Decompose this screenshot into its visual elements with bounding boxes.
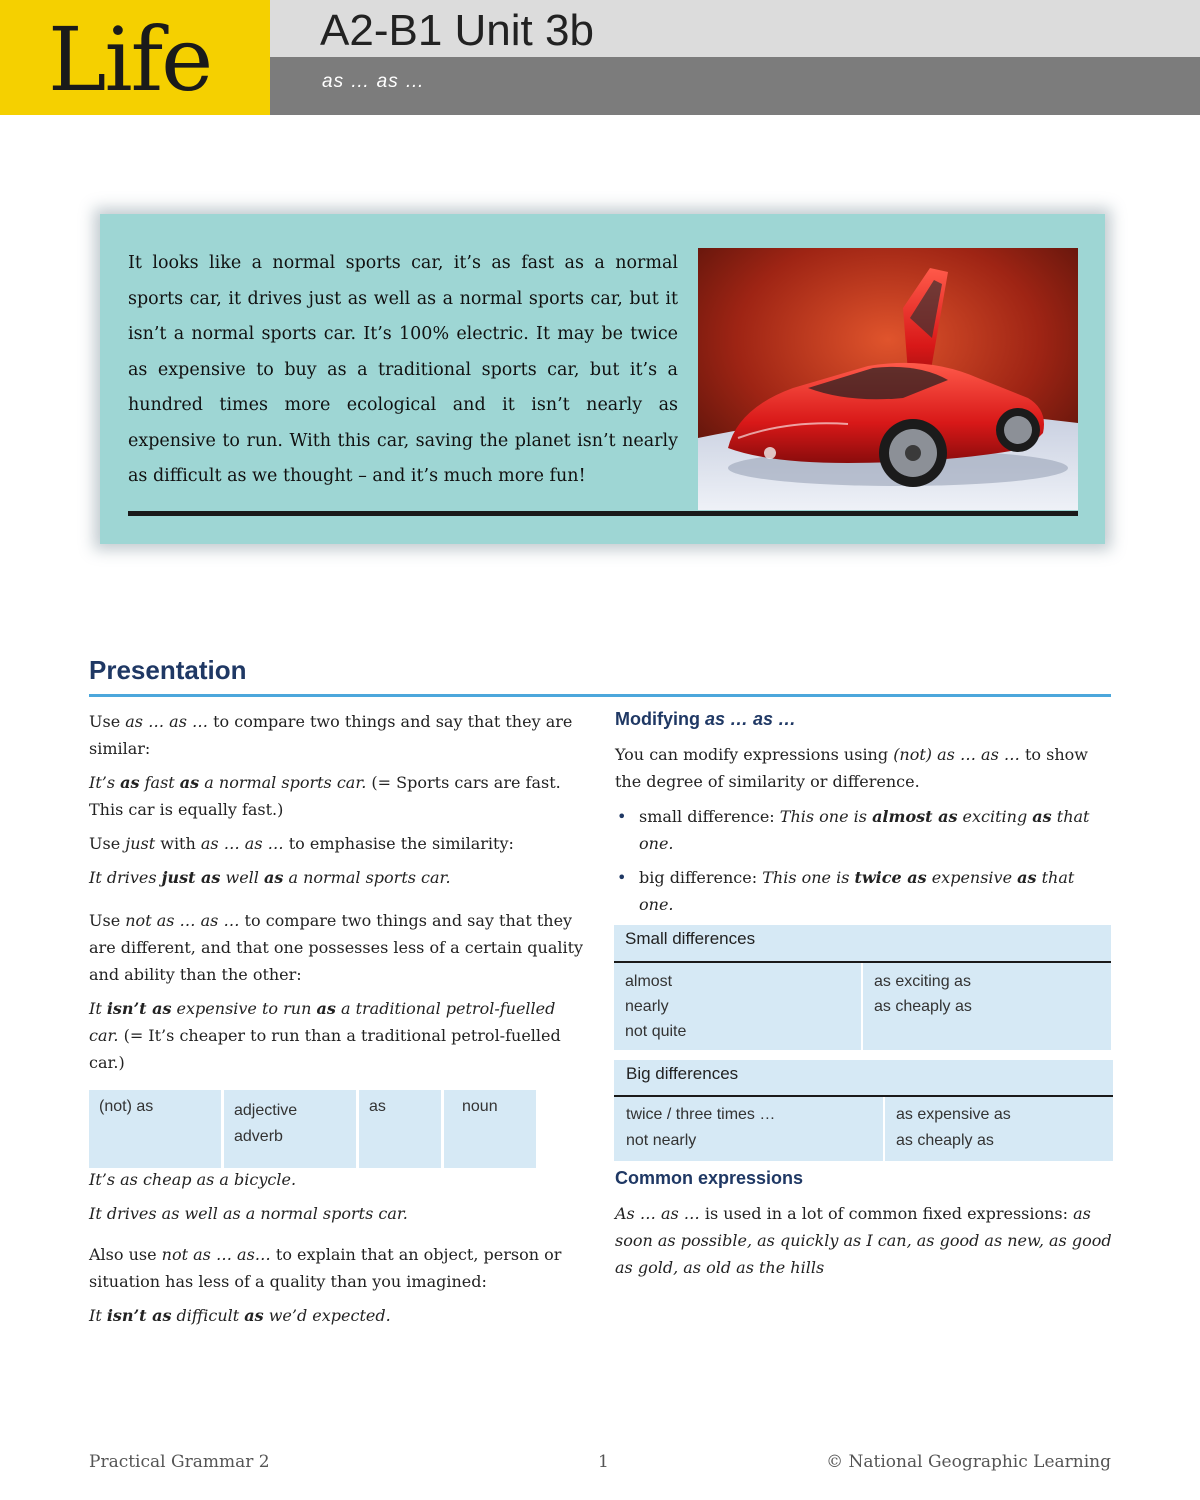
bullet-big-difference: • big difference: This one is twice as expensive as that one.: [615, 864, 1112, 918]
presentation-heading: Presentation: [89, 655, 247, 685]
page-subtitle: as … as …: [322, 71, 425, 92]
bullet-small-difference: • small difference: This one is almost as exciting as that one.: [615, 803, 1112, 857]
bullet-icon: •: [617, 807, 627, 826]
footer-page-number: 1: [598, 1452, 609, 1472]
title-bar: [270, 0, 1200, 57]
example-6: It isn’t as difficult as we’d expected.: [89, 1306, 391, 1325]
subtitle-bar: [270, 57, 1200, 115]
rule-paragraph-4: Also use not as … as… to explain that an object, person or situation has less of a quality than you imagined:: [89, 1245, 562, 1291]
example-1: It’s as fast as a normal sports car. (= Sports cars are fast. This car is equally fast.): [89, 773, 561, 819]
example-5: It drives as well as a normal sports car.: [89, 1204, 408, 1223]
common-expressions-section: [615, 1165, 1112, 1281]
structure-cell-adjective-adverb: adjective adverb: [223, 1090, 358, 1168]
small-differences-table: [614, 925, 1111, 1050]
intro-text: It looks like a normal sports car, it’s as fast as a normal sports car, it drives just as well as a normal sports car, but it isn’t a normal sports car. It’s 100% electric. It may be twice as expensive to buy as a traditional sports car, but it’s a hundred times more ecological and it isn’t nearly as expensive to run. With this car, saving the planet isn’t nearly as difficult as we thought – and it’s much more fun!: [128, 253, 678, 486]
right-column: [615, 706, 1112, 918]
rule-paragraph-3: Use not as … as … to compare two things and say that they are different, and that one possesses less of a certain quality and ability than the other:: [89, 911, 584, 984]
presentation-divider: [89, 694, 1111, 697]
structure-table: [89, 1090, 536, 1168]
brand-logo: [0, 0, 270, 115]
rule-paragraph-1: Use as … as … to compare two things and say that they are similar:: [89, 712, 573, 758]
example-4: It’s as cheap as a bicycle.: [89, 1170, 297, 1189]
modifying-paragraph: You can modify expressions using (not) as … as … to show the degree of similarity or difference.: [615, 745, 1088, 791]
footer-copyright: © National Geographic Learning: [826, 1452, 1111, 1472]
sports-car-photo: [698, 248, 1078, 510]
sports-car-illustration: [698, 248, 1078, 510]
footer-book-title: Practical Grammar 2: [89, 1452, 270, 1472]
big-differences-expressions: as expensive as as cheaply as: [884, 1096, 1113, 1161]
big-differences-header: Big differences: [614, 1060, 1113, 1096]
small-differences-modifiers: almost nearly not quite: [614, 962, 862, 1050]
example-3: It isn’t as expensive to run as a traditional petrol-fuelled car. (= It’s cheaper to run than a traditional petrol-fuelled car.): [89, 999, 561, 1072]
common-expressions-heading: Common expressions: [615, 1168, 804, 1188]
example-2: It drives just as well as a normal sports car.: [89, 868, 451, 887]
modifying-heading: Modifying as … as …: [615, 709, 797, 729]
bullet-icon: •: [617, 868, 627, 887]
structure-cell-not-as: (not) as: [89, 1090, 223, 1168]
intro-box: [100, 214, 1105, 544]
intro-divider: [128, 511, 1078, 516]
structure-cell-noun: noun: [443, 1090, 537, 1168]
big-differences-modifiers: twice / three times … not nearly: [614, 1096, 884, 1161]
rule-paragraph-2: Use just with as … as … to emphasise the similarity:: [89, 834, 514, 853]
small-differences-expressions: as exciting as as cheaply as: [862, 962, 1111, 1050]
brand-text: Life: [48, 8, 212, 111]
big-differences-table: [614, 1060, 1113, 1161]
left-column: [89, 708, 584, 1076]
common-expressions-paragraph: As … as … is used in a lot of common fixed expressions: as soon as possible, as quickly as I can, as good as new, as good as gold, as old as the hills: [615, 1204, 1112, 1277]
structure-cell-as: as: [358, 1090, 443, 1168]
small-differences-header: Small differences: [614, 925, 1111, 962]
page-title: A2-B1 Unit 3b: [320, 6, 594, 55]
left-column-lower: [89, 1166, 584, 1329]
